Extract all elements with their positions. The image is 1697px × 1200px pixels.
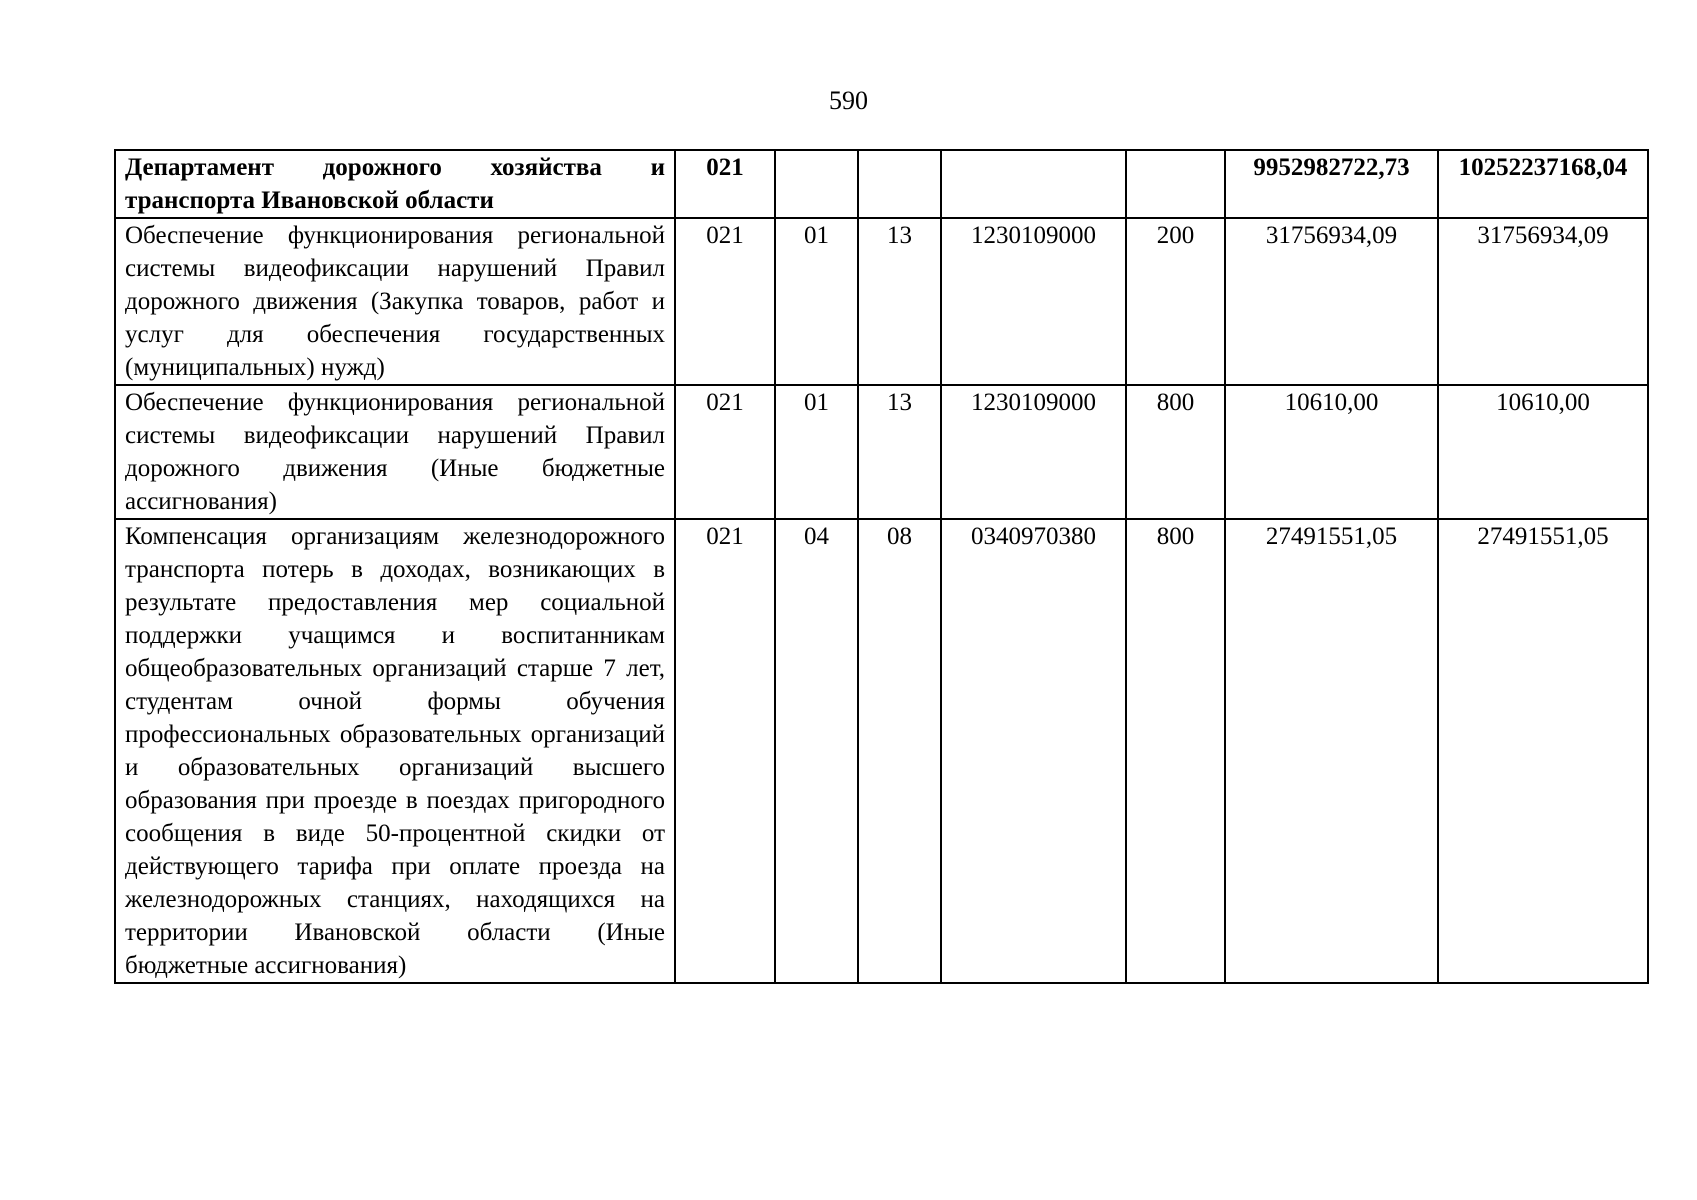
row-target-article: 1230109000 [941, 218, 1126, 385]
row-expense-type: 800 [1126, 519, 1225, 983]
row-amount-year-1: 31756934,09 [1225, 218, 1438, 385]
page-number: 590 [829, 86, 868, 115]
budget-table [114, 149, 1649, 984]
row-ministry-code: 021 [675, 150, 775, 218]
table-row [115, 218, 1648, 385]
row-description: Обеспечение функционирования региональной системы видеофиксации нарушений Правил дорожного движения (Закупка товаров, работ и услуг для обеспечения государственных (муниципальных) нужд) [115, 218, 675, 385]
row-expense-type [1126, 150, 1225, 218]
row-subsection: 13 [858, 385, 941, 519]
row-description: Компенсация организациям железнодорожного транспорта потерь в доходах, возникающих в результате предоставления мер социальной поддержки учащимся и воспитанникам общеобразовательных организаций старше 7 лет, студентам очной формы обучения профессиональных образовательных организаций и образовательных организаций высшего образования при проезде в поездах пригородного сообщения в виде 50-процентной скидки от действующего тарифа при оплате проезда на железнодорожных станциях, находящихся на территории Ивановской области (Иные бюджетные ассигнования) [115, 519, 675, 983]
row-section: 04 [775, 519, 858, 983]
table-row [115, 519, 1648, 983]
row-amount-year-2: 10252237168,04 [1438, 150, 1648, 218]
row-amount-year-2: 27491551,05 [1438, 519, 1648, 983]
row-target-article: 0340970380 [941, 519, 1126, 983]
row-subsection: 08 [858, 519, 941, 983]
row-expense-type: 200 [1126, 218, 1225, 385]
row-amount-year-2: 31756934,09 [1438, 218, 1648, 385]
row-expense-type: 800 [1126, 385, 1225, 519]
row-section: 01 [775, 218, 858, 385]
row-amount-year-2: 10610,00 [1438, 385, 1648, 519]
row-ministry-code: 021 [675, 385, 775, 519]
row-description: Обеспечение функционирования региональной системы видеофиксации нарушений Правил дорожного движения (Иные бюджетные ассигнования) [115, 385, 675, 519]
row-ministry-code: 021 [675, 519, 775, 983]
row-description: Департамент дорожного хозяйства и транспорта Ивановской области [115, 150, 675, 218]
row-subsection: 13 [858, 218, 941, 385]
row-amount-year-1: 9952982722,73 [1225, 150, 1438, 218]
table-row [115, 385, 1648, 519]
row-amount-year-1: 27491551,05 [1225, 519, 1438, 983]
row-section: 01 [775, 385, 858, 519]
table-row-department [115, 150, 1648, 218]
row-target-article [941, 150, 1126, 218]
row-ministry-code: 021 [675, 218, 775, 385]
row-subsection [858, 150, 941, 218]
row-target-article: 1230109000 [941, 385, 1126, 519]
row-section [775, 150, 858, 218]
row-amount-year-1: 10610,00 [1225, 385, 1438, 519]
